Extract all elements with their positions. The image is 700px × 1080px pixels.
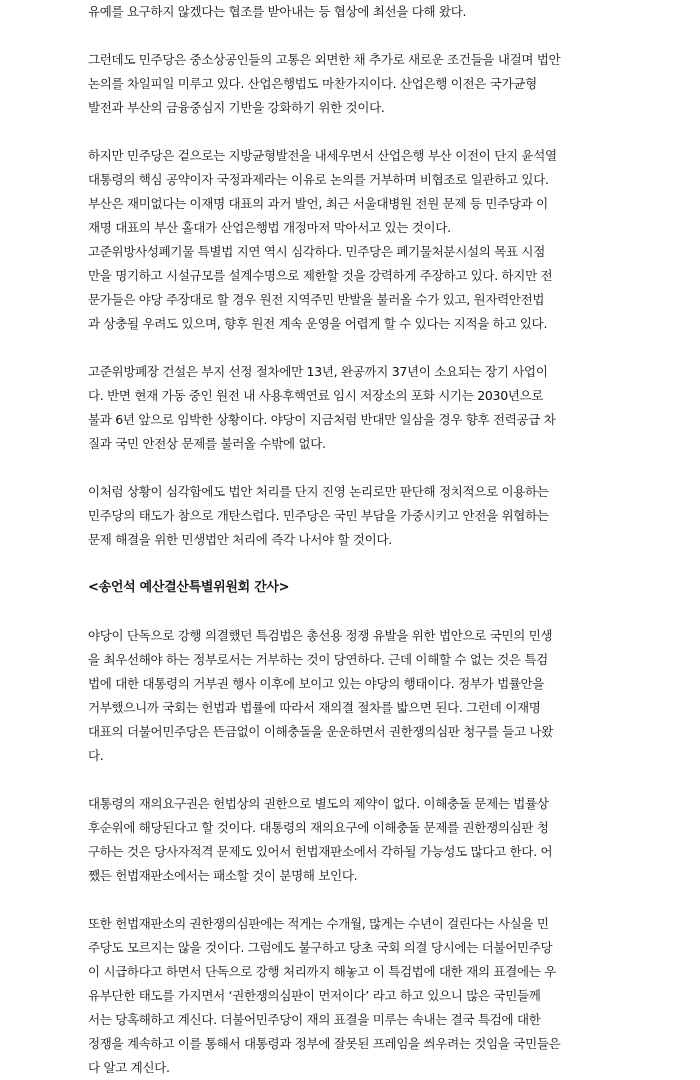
paragraph [88, 624, 618, 768]
paragraph [88, 912, 618, 1080]
text-line: 질과 국민 안전상 문제를 불러올 수밖에 없다. [88, 436, 326, 451]
text-line: 대통령의 재의요구권은 헌법상의 권한으로 별도의 제약이 없다. 이해충돌 문제는 법률상 [88, 796, 549, 811]
text-line: 대표의 더불어민주당은 뜬금없이 이해충돌을 운운하면서 권한쟁의심판 청구를 들고 나왔 [88, 724, 554, 739]
text-line: 고준위방사성폐기물 특별법 지연 역시 심각하다. 민주당은 폐기물처분시설의 목표 시점 [88, 244, 545, 259]
text-line: 쨌든 헌법재판소에서는 패소할 것이 분명해 보인다. [88, 868, 358, 883]
text-line: 문제 해결을 위한 민생법안 처리에 즉각 나서야 할 것이다. [88, 532, 392, 547]
text-line: 다. [88, 748, 104, 763]
section-heading: <송언석 예산결산특별위원회 간사> [88, 580, 290, 595]
text-line: 을 최우선해야 하는 정부로서는 거부하는 것이 당연하다. 근데 이해할 수 없는 것은 특검 [88, 652, 548, 667]
text-line: 정쟁을 계속하고 이를 통해서 대통령과 정부에 잘못된 프레임을 씌우려는 것임을 국민들은 [88, 1036, 561, 1051]
text-line: 거부했으니까 국회는 헌법과 법률에 따라서 재의결 절차를 밟으면 된다. 그런데 이재명 [88, 700, 541, 715]
text-line: 이처럼 상황이 심각함에도 법안 처리를 단지 진영 논리로만 판단해 정치적으로 이용하는 [88, 484, 549, 499]
text-line: 그런데도 민주당은 중소상공인들의 고통은 외면한 채 추가로 새로운 조건들을 내걸며 법안 [88, 52, 561, 67]
text-line: 불과 6년 앞으로 임박한 상황이다. 야당이 지금처럼 반대만 일삼을 경우 향후 전력공급 차 [88, 412, 556, 427]
text-line: 만을 명기하고 시설규모를 설계수명으로 제한할 것을 강력하게 주장하고 있다. 하지만 전 [88, 268, 553, 283]
paragraph-gap [88, 24, 618, 48]
text-line: 법에 대한 대통령의 거부권 행사 이후에 보이고 있는 야당의 행태이다. 정부가 법률안을 [88, 676, 545, 691]
text-line: 후순위에 해당된다고 할 것이다. 대통령의 재의요구에 이해충돌 문제를 권한쟁의심판 청 [88, 820, 549, 835]
paragraph-gap [88, 120, 618, 144]
text-line: 구하는 것은 당사자적격 문제도 있어서 헌법재판소에서 각하될 가능성도 많다고 한다. 어 [88, 844, 553, 859]
text-line: 다. 반면 현재 가동 중인 원전 내 사용후핵연료 임시 저장소의 포화 시기는 2030년으로 [88, 388, 544, 403]
paragraph-gap [88, 888, 618, 912]
text-line: 유예를 요구하지 않겠다는 협조를 받아내는 등 협상에 최선을 다해 왔다. [88, 4, 467, 19]
text-line: 발전과 부산의 금융중심지 기반을 강화하기 위한 것이다. [88, 100, 385, 115]
text-line: 과 상충될 우려도 있으며, 향후 원전 계속 운영을 어렵게 할 수 있다는 지적을 하고 있다. [88, 316, 548, 331]
text-line: 유부단한 태도를 가지면서 ‘권한쟁의심판이 먼저이다’ 라고 하고 있으니 많은 국민들께 [88, 988, 541, 1003]
bottom-section [88, 624, 618, 1080]
text-line: 문가들은 야당 주장대로 할 경우 원전 지역주민 반발을 불러올 수가 있고, 원자력안전법 [88, 292, 545, 307]
paragraph [88, 792, 618, 888]
text-line: 야당이 단독으로 강행 의결했던 특검법은 총선용 정쟁 유발을 위한 법안으로 국민의 민생 [88, 628, 553, 643]
paragraph [88, 480, 618, 552]
text-line: 서는 당혹해하고 계신다. 더불어민주당이 재의 표결을 미루는 속내는 결국 특검에 대한 [88, 1012, 541, 1027]
paragraph [88, 0, 618, 24]
text-line: 민주당의 태도가 참으로 개탄스럽다. 민주당은 국민 부담을 가중시키고 안전을 위협하는 [88, 508, 549, 523]
text-line: 논의를 차일피일 미루고 있다. 산업은행법도 마찬가지이다. 산업은행 이전은 국가균형 [88, 76, 537, 91]
spacer [88, 552, 618, 576]
text-line: 대통령의 핵심 공약이자 국정과제라는 이유로 논의를 거부하며 비협조로 일관하고 있다. [88, 172, 549, 187]
text-line: 하지만 민주당은 겉으로는 지방균형발전을 내세우면서 산업은행 부산 이전이 단지 윤석열 [88, 148, 557, 163]
text-line: 재명 대표의 부산 홀대가 산업은행법 개정마저 막아서고 있는 것이다. [88, 220, 451, 235]
paragraph-gap [88, 456, 618, 480]
text-line: 주당도 모르지는 않을 것이다. 그럼에도 불구하고 당초 국회 의결 당시에는 더불어민주당 [88, 940, 553, 955]
text-line: 부산은 재미없다는 이재명 대표의 과거 발언, 최근 서울대병원 전원 문제 등 민주당과 이 [88, 196, 548, 211]
paragraph [88, 144, 618, 336]
spacer [88, 600, 618, 624]
text-line: 고준위방폐장 건설은 부지 선정 절차에만 13년, 완공까지 37년이 소요되는 장기 사업이 [88, 364, 548, 379]
paragraph [88, 48, 618, 120]
paragraph [88, 360, 618, 456]
paragraph-gap [88, 336, 618, 360]
paragraph-gap [88, 768, 618, 792]
top-section [88, 0, 618, 552]
text-line: 다 알고 계신다. [88, 1060, 170, 1075]
document-page [88, 0, 618, 1080]
text-line: 이 시급하다고 하면서 단독으로 강행 처리까지 해놓고 이 특검법에 대한 재의 표결에는 우 [88, 964, 556, 979]
text-line: 또한 헌법재판소의 권한쟁의심판에는 적게는 수개월, 많게는 수년이 걸린다는 사실을 민 [88, 916, 549, 931]
